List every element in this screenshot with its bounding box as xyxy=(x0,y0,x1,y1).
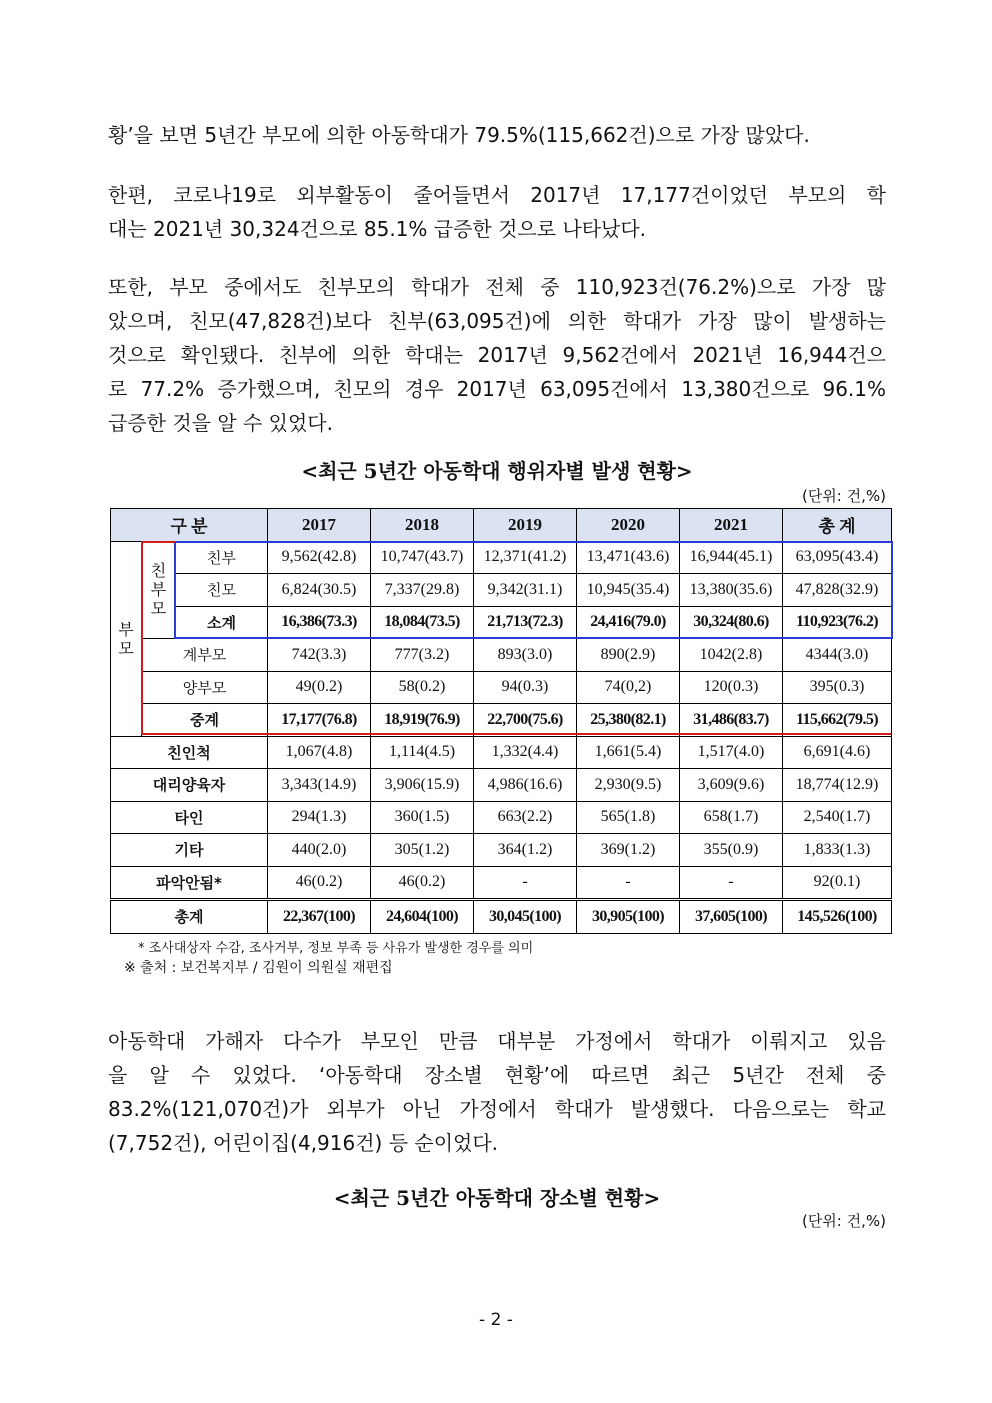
row-label: 총계 xyxy=(111,900,268,934)
table-cell: 9,342(31.1) xyxy=(474,574,577,607)
table-cell: 110,923(76.2) xyxy=(783,606,892,639)
row-label: 파악안됨* xyxy=(111,866,268,900)
table-row xyxy=(111,834,892,867)
table-cell: - xyxy=(680,866,783,900)
group-parent-label: 부 모 xyxy=(111,541,142,736)
table-cell: 13,380(35.6) xyxy=(680,574,783,607)
row-label: 친인척 xyxy=(111,736,268,769)
spacer xyxy=(141,702,891,703)
table-row xyxy=(111,606,892,639)
table-cell: 360(1.5) xyxy=(371,801,474,834)
table-cell: 10,945(35.4) xyxy=(577,574,680,607)
table-cell: 1,114(4.5) xyxy=(371,736,474,769)
table-cell: 63,095(43.4) xyxy=(783,541,892,574)
table-cell: 24,416(79.0) xyxy=(577,606,680,639)
table-cell: 30,324(80.6) xyxy=(680,606,783,639)
table-cell: 25,380(82.1) xyxy=(577,704,680,737)
table-cell: 1,067(4.8) xyxy=(268,736,371,769)
table-cell: 16,386(73.3) xyxy=(268,606,371,639)
table-cell: 74(0,2) xyxy=(577,671,680,704)
table-cell: 893(3.0) xyxy=(474,639,577,672)
table-cell: 1042(2.8) xyxy=(680,639,783,672)
table-cell: 120(0.3) xyxy=(680,671,783,704)
page-number: - 2 - xyxy=(479,1310,513,1330)
table-cell: 364(1.2) xyxy=(474,834,577,867)
table-cell: 1,332(4.4) xyxy=(474,736,577,769)
paragraph-line: 황’을 보면 5년간 부모에 의한 아동학대가 79.5%(115,662건)으로 가장 많았다. xyxy=(108,123,810,147)
table1-unit: (단위: 건,%) xyxy=(801,487,886,505)
row-label: 대리양육자 xyxy=(111,769,268,802)
paragraph-line: 한편, 코로나19로 외부활동이 줄어들면서 2017년 17,177건이었던 부모의 학 xyxy=(108,183,886,207)
table-cell: 24,604(100) xyxy=(371,900,474,934)
paragraph-1 xyxy=(108,118,886,152)
table-cell: 13,471(43.6) xyxy=(577,541,680,574)
table-cell: 49(0.2) xyxy=(268,671,371,704)
paragraph-line: 대는 2021년 30,324건으로 85.1% 급증한 것으로 나타났다. xyxy=(108,217,647,241)
paragraph-line: 을 알 수 있었다. ‘아동학대 장소별 현황’에 따르면 최근 5년간 전체 중 xyxy=(108,1063,886,1087)
row-label: 친부 xyxy=(176,541,268,574)
table-cell: 2,540(1.7) xyxy=(783,801,892,834)
paragraph-4 xyxy=(108,1024,886,1160)
table-cell: 18,084(73.5) xyxy=(371,606,474,639)
table-cell: 22,367(100) xyxy=(268,900,371,934)
table-cell: 1,517(4.0) xyxy=(680,736,783,769)
table-cell: 16,944(45.1) xyxy=(680,541,783,574)
table-cell: 890(2.9) xyxy=(577,639,680,672)
header-category: 구 분 xyxy=(111,509,268,542)
table-cell: 658(1.7) xyxy=(680,801,783,834)
table-cell: 440(2.0) xyxy=(268,834,371,867)
table-row xyxy=(111,704,892,737)
table-cell: 30,905(100) xyxy=(577,900,680,934)
table1-note: * 조사대상자 수감, 조사거부, 정보 부족 등 사유가 발생한 경우를 의미 xyxy=(138,941,534,956)
table-cell: 18,774(12.9) xyxy=(783,769,892,802)
paragraph-3 xyxy=(108,270,886,440)
row-label: 타인 xyxy=(111,801,268,834)
table-row xyxy=(111,900,892,934)
row-label: 기타 xyxy=(111,834,268,867)
row-label: 계부모 xyxy=(142,639,268,672)
table-cell: 46(0.2) xyxy=(371,866,474,900)
row-label: 소계 xyxy=(176,606,268,639)
table-row xyxy=(111,541,892,574)
table-cell: 6,824(30.5) xyxy=(268,574,371,607)
table-cell: 31,486(83.7) xyxy=(680,704,783,737)
table-cell: 3,609(9.6) xyxy=(680,769,783,802)
table-cell: 9,562(42.8) xyxy=(268,541,371,574)
table-header-row xyxy=(111,509,892,542)
table-cell: 1,833(1.3) xyxy=(783,834,892,867)
table2-caption: <최근 5년간 아동학대 장소별 현황> xyxy=(333,1186,661,1210)
parent-total-underline xyxy=(141,733,891,735)
table-cell: 94(0.3) xyxy=(474,671,577,704)
parent-group-vline xyxy=(141,542,143,735)
table-cell: 742(3.3) xyxy=(268,639,371,672)
table-cell: 663(2.2) xyxy=(474,801,577,834)
table-cell: 22,700(75.6) xyxy=(474,704,577,737)
header-total: 총 계 xyxy=(783,509,892,542)
row-label: 친모 xyxy=(176,574,268,607)
table-row xyxy=(111,736,892,769)
table2-unit: (단위: 건,%) xyxy=(801,1212,886,1230)
table1-caption: <최근 5년간 아동학대 행위자별 발생 현황> xyxy=(301,459,693,483)
table-cell: 46(0.2) xyxy=(268,866,371,900)
table-cell: 30,045(100) xyxy=(474,900,577,934)
paragraph-line: 로 77.2% 증가했으며, 친모의 경우 2017년 63,095건에서 13,380건으로 96.1% xyxy=(108,377,886,401)
table-row xyxy=(111,639,892,672)
table-cell: 777(3.2) xyxy=(371,639,474,672)
table-cell: 58(0.2) xyxy=(371,671,474,704)
table-row xyxy=(111,671,892,704)
table-cell: 294(1.3) xyxy=(268,801,371,834)
table-cell: 17,177(76.8) xyxy=(268,704,371,737)
table-row xyxy=(111,574,892,607)
row-label: 양부모 xyxy=(142,671,268,704)
table-cell: 92(0.1) xyxy=(783,866,892,900)
header-year: 2019 xyxy=(474,509,577,542)
table-cell: 3,906(15.9) xyxy=(371,769,474,802)
table-cell: 115,662(79.5) xyxy=(783,704,892,737)
table-cell: 10,747(43.7) xyxy=(371,541,474,574)
table-cell: 12,371(41.2) xyxy=(474,541,577,574)
table-cell: 305(1.2) xyxy=(371,834,474,867)
header-year: 2018 xyxy=(371,509,474,542)
table-cell: 4344(3.0) xyxy=(783,639,892,672)
table1-source: ※ 출처 : 보건복지부 / 김원이 의원실 재편집 xyxy=(124,960,393,976)
table-cell: 369(1.2) xyxy=(577,834,680,867)
table-cell: 1,661(5.4) xyxy=(577,736,680,769)
table-cell: 47,828(32.9) xyxy=(783,574,892,607)
paragraph-line: (7,752건), 어린이집(4,916건) 등 순이었다. xyxy=(108,1131,499,1155)
table-row xyxy=(111,801,892,834)
paragraph-line: 83.2%(121,070건)가 외부가 아닌 가정에서 학대가 발생했다. 다음으로는 학교 xyxy=(108,1097,886,1121)
table-cell: 7,337(29.8) xyxy=(371,574,474,607)
table-cell: 3,343(14.9) xyxy=(268,769,371,802)
table-cell: 18,919(76.9) xyxy=(371,704,474,737)
paragraph-line: 아동학대 가해자 다수가 부모인 만큼 대부분 가정에서 학대가 이뤄지고 있음 xyxy=(108,1029,886,1053)
paragraph-2 xyxy=(108,178,886,246)
table-cell: - xyxy=(577,866,680,900)
table-cell: 395(0.3) xyxy=(783,671,892,704)
group-bio-parent-label: 친 부 모 xyxy=(142,541,176,639)
header-year: 2021 xyxy=(680,509,783,542)
table-cell: 145,526(100) xyxy=(783,900,892,934)
table-cell: - xyxy=(474,866,577,900)
table-cell: 4,986(16.6) xyxy=(474,769,577,802)
table-cell: 6,691(4.6) xyxy=(783,736,892,769)
parent-group-topline xyxy=(141,541,175,543)
paragraph-line: 또한, 부모 중에서도 친부모의 학대가 전체 중 110,923건(76.2%)으로 가장 많 xyxy=(108,275,886,299)
table-cell: 565(1.8) xyxy=(577,801,680,834)
paragraph-line: 것으로 확인됐다. 친부에 의한 학대는 2017년 9,562건에서 2021년 16,944건으 xyxy=(108,343,886,367)
table-row xyxy=(111,866,892,900)
perpetrator-table xyxy=(110,508,892,934)
table-cell: 355(0.9) xyxy=(680,834,783,867)
paragraph-line: 급증한 것을 알 수 있었다. xyxy=(108,411,333,435)
paragraph-line: 았으며, 친모(47,828건)보다 친부(63,095건)에 의한 학대가 가장 많이 발생하는 xyxy=(108,309,886,333)
table-cell: 2,930(9.5) xyxy=(577,769,680,802)
header-year: 2017 xyxy=(268,509,371,542)
table-cell: 21,713(72.3) xyxy=(474,606,577,639)
row-label: 중계 xyxy=(142,704,268,737)
table-row xyxy=(111,769,892,802)
header-year: 2020 xyxy=(577,509,680,542)
table-cell: 37,605(100) xyxy=(680,900,783,934)
